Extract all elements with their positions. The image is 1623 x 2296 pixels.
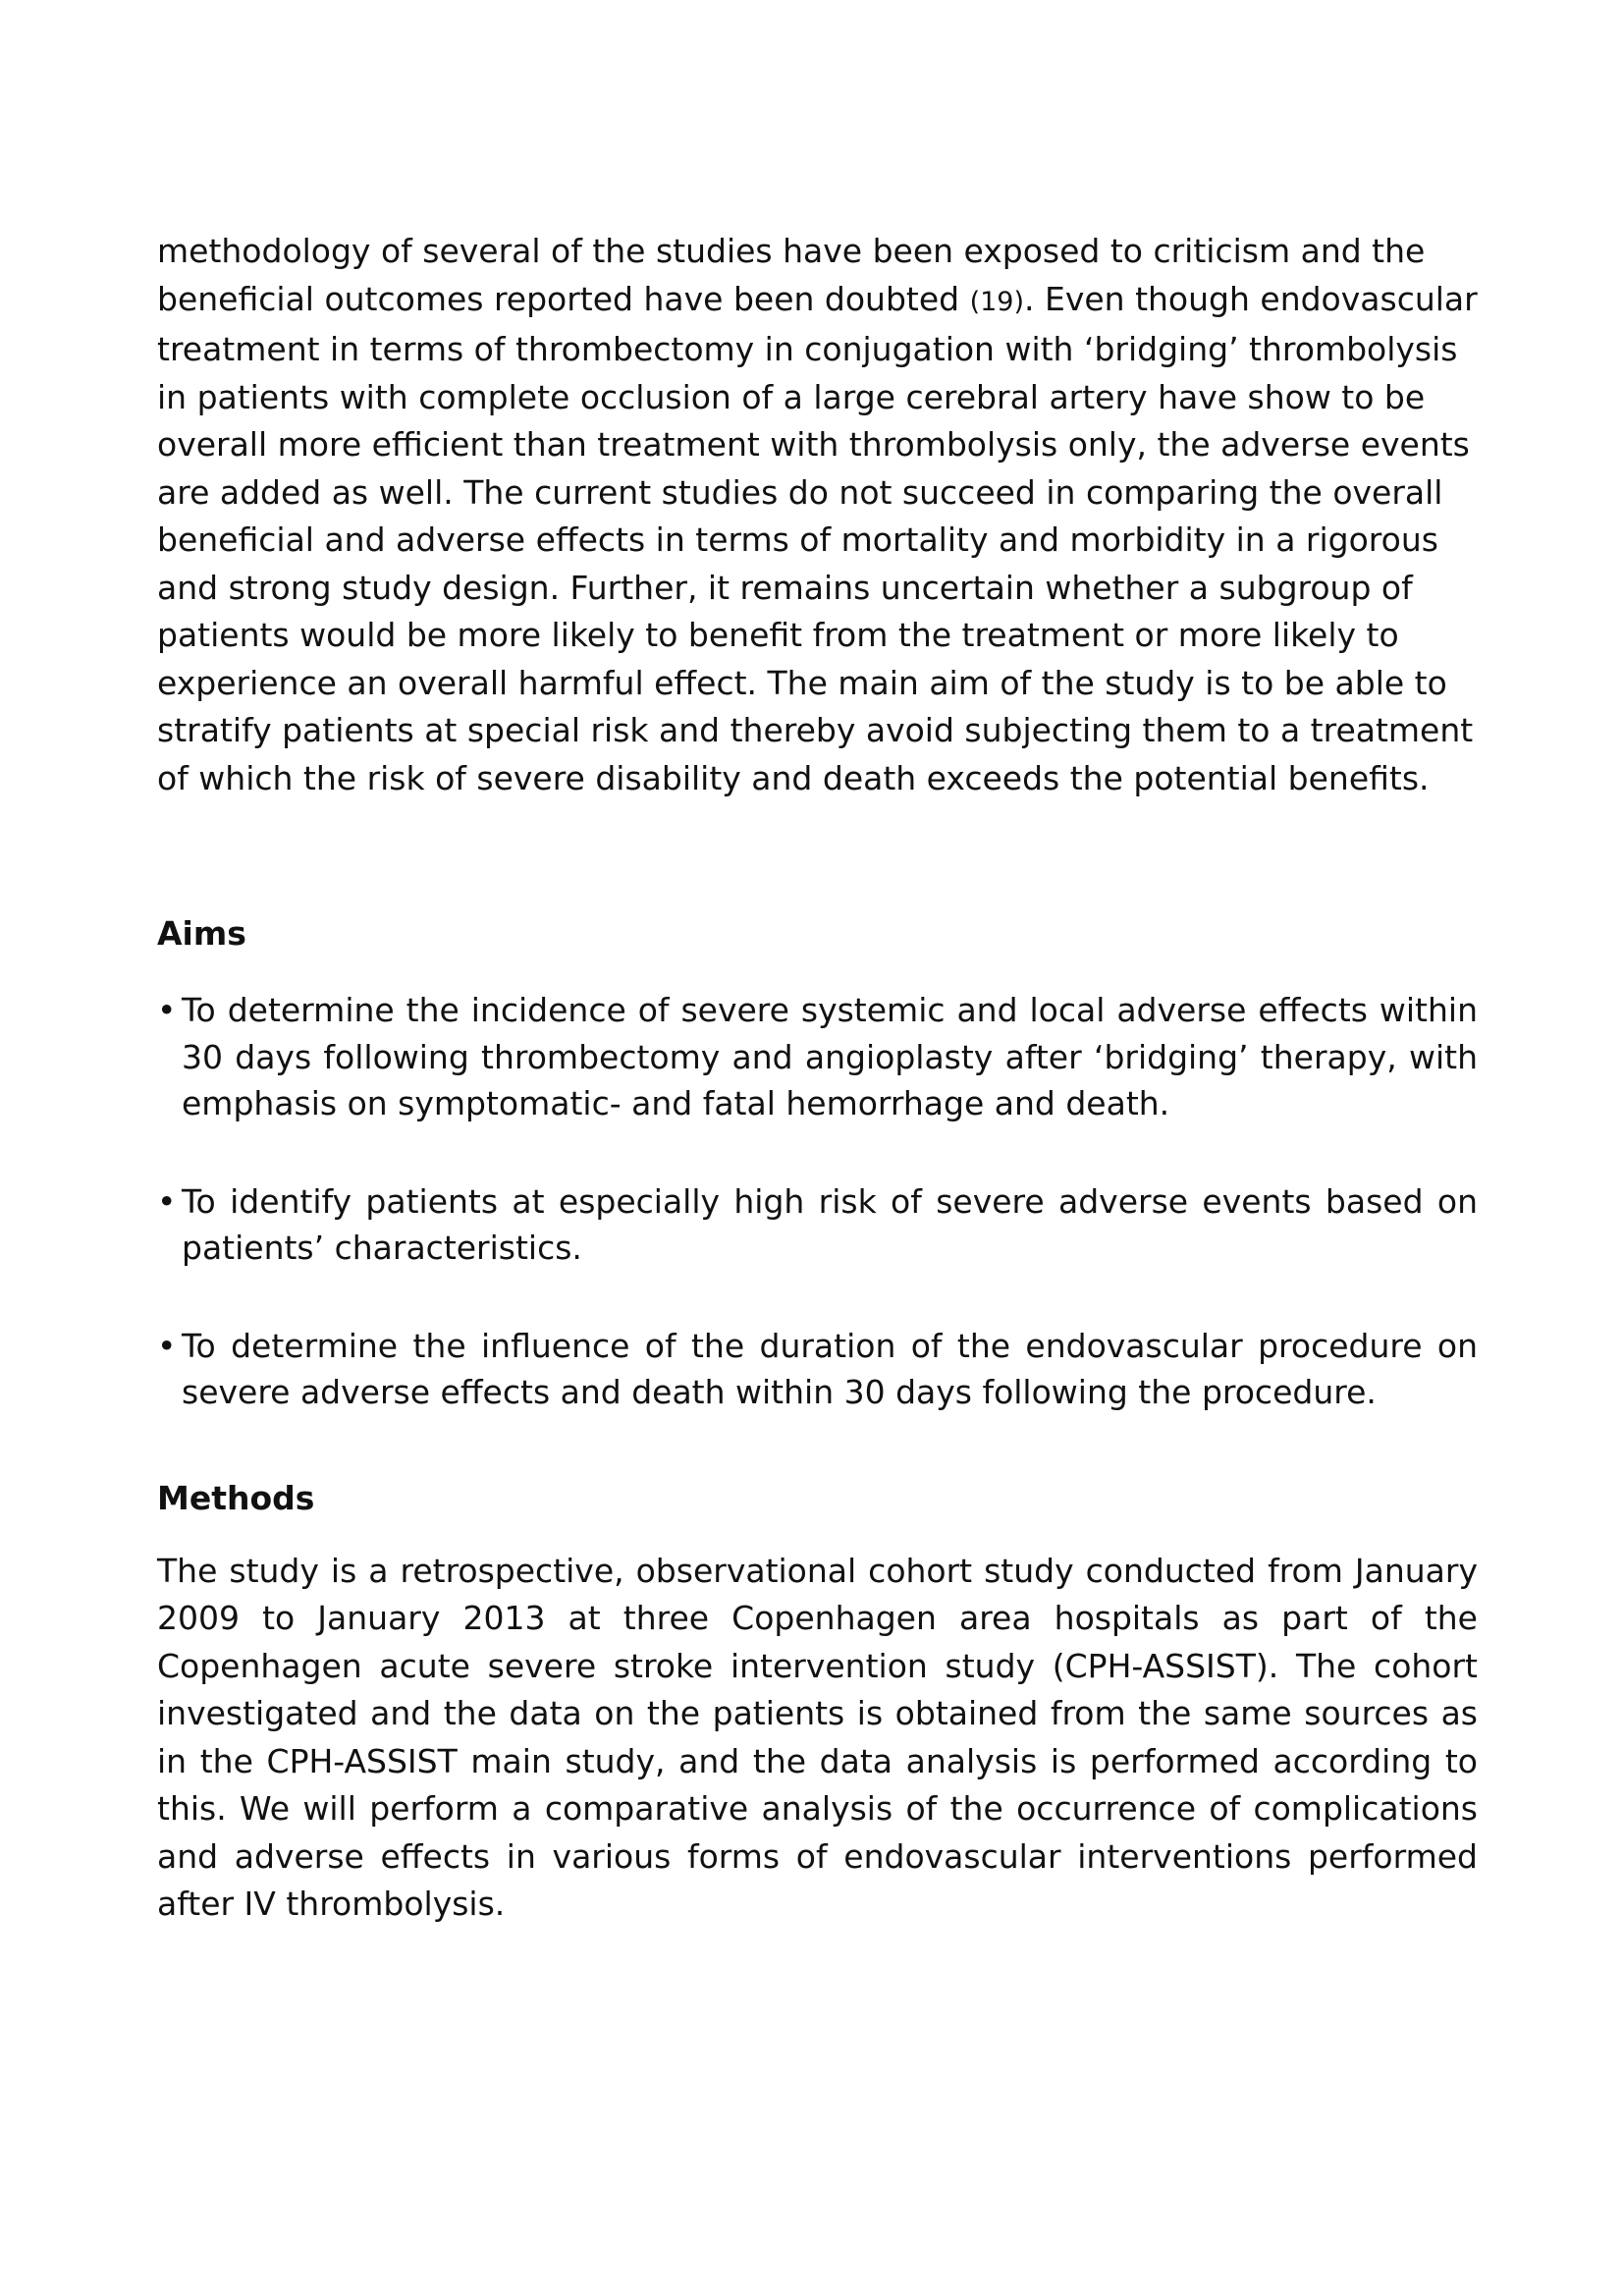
aims-list-item: [157, 1323, 1478, 1416]
bullet-icon: •: [157, 1326, 177, 1365]
document-page: [157, 228, 1478, 1929]
aims-item-text: To identify patients at especially high risk of severe adverse events based on patients’ characteristics.: [182, 1181, 1478, 1267]
bullet-icon: •: [157, 1181, 177, 1221]
aims-heading: Aims: [157, 914, 246, 953]
aims-item-text: To determine the incidence of severe systemic and local adverse effects within 30 days following thrombectomy and angioplasty after ‘bridging’ therapy, with emphasis on symptomatic- and fatal hemorrhage and death.: [182, 991, 1478, 1122]
intro-paragraph: [157, 228, 1478, 802]
bullet-icon: •: [157, 991, 177, 1029]
intro-text-before-ref: methodology of several of the studies have been exposed to criticism and the beneficial outcomes reported have been doubted: [157, 232, 1426, 318]
methods-heading: Methods: [157, 1478, 315, 1517]
aims-list-item: [157, 987, 1478, 1127]
aims-list: [157, 987, 1478, 1416]
intro-text-after-ref: . Even though endovascular treatment in terms of thrombectomy in conjugation with ‘bridging’ thrombolysis in patients with complete occlusion of a large cerebral artery have show to be overall more efficient than treatment with thrombolysis only, the adverse events are added as well. The current studies do not succeed in comparing the overall beneficial and adverse effects in terms of mortality and morbidity in a rigorous and strong study design. Further, it remains uncertain whether a subgroup of patients would be more likely to benefit from the treatment or more likely to experience an overall harmful effect. The main aim of the study is to be able to stratify patients at special risk and thereby avoid subjecting them to a treatment of which the risk of severe disability and death exceeds the potential benefits.: [157, 279, 1478, 797]
aims-item-text: To determine the influence of the duration of the endovascular procedure on severe adverse effects and death within 30 days following the procedure.: [182, 1326, 1478, 1411]
methods-paragraph: The study is a retrospective, observational cohort study conducted from January 2009 to January 2013 at three Copenhagen area hospitals as part of the Copenhagen acute severe stroke intervention study (CPH-ASSIST). The cohort investigated and the data on the patients is obtained from the same sources as in the CPH-ASSIST main study, and the data analysis is performed according to this. We will perform a comparative analysis of the occurrence of complications and adverse effects in various forms of endovascular interventions performed after IV thrombolysis.: [157, 1551, 1478, 1923]
aims-list-item: [157, 1178, 1478, 1272]
citation-reference: (19): [969, 286, 1025, 317]
